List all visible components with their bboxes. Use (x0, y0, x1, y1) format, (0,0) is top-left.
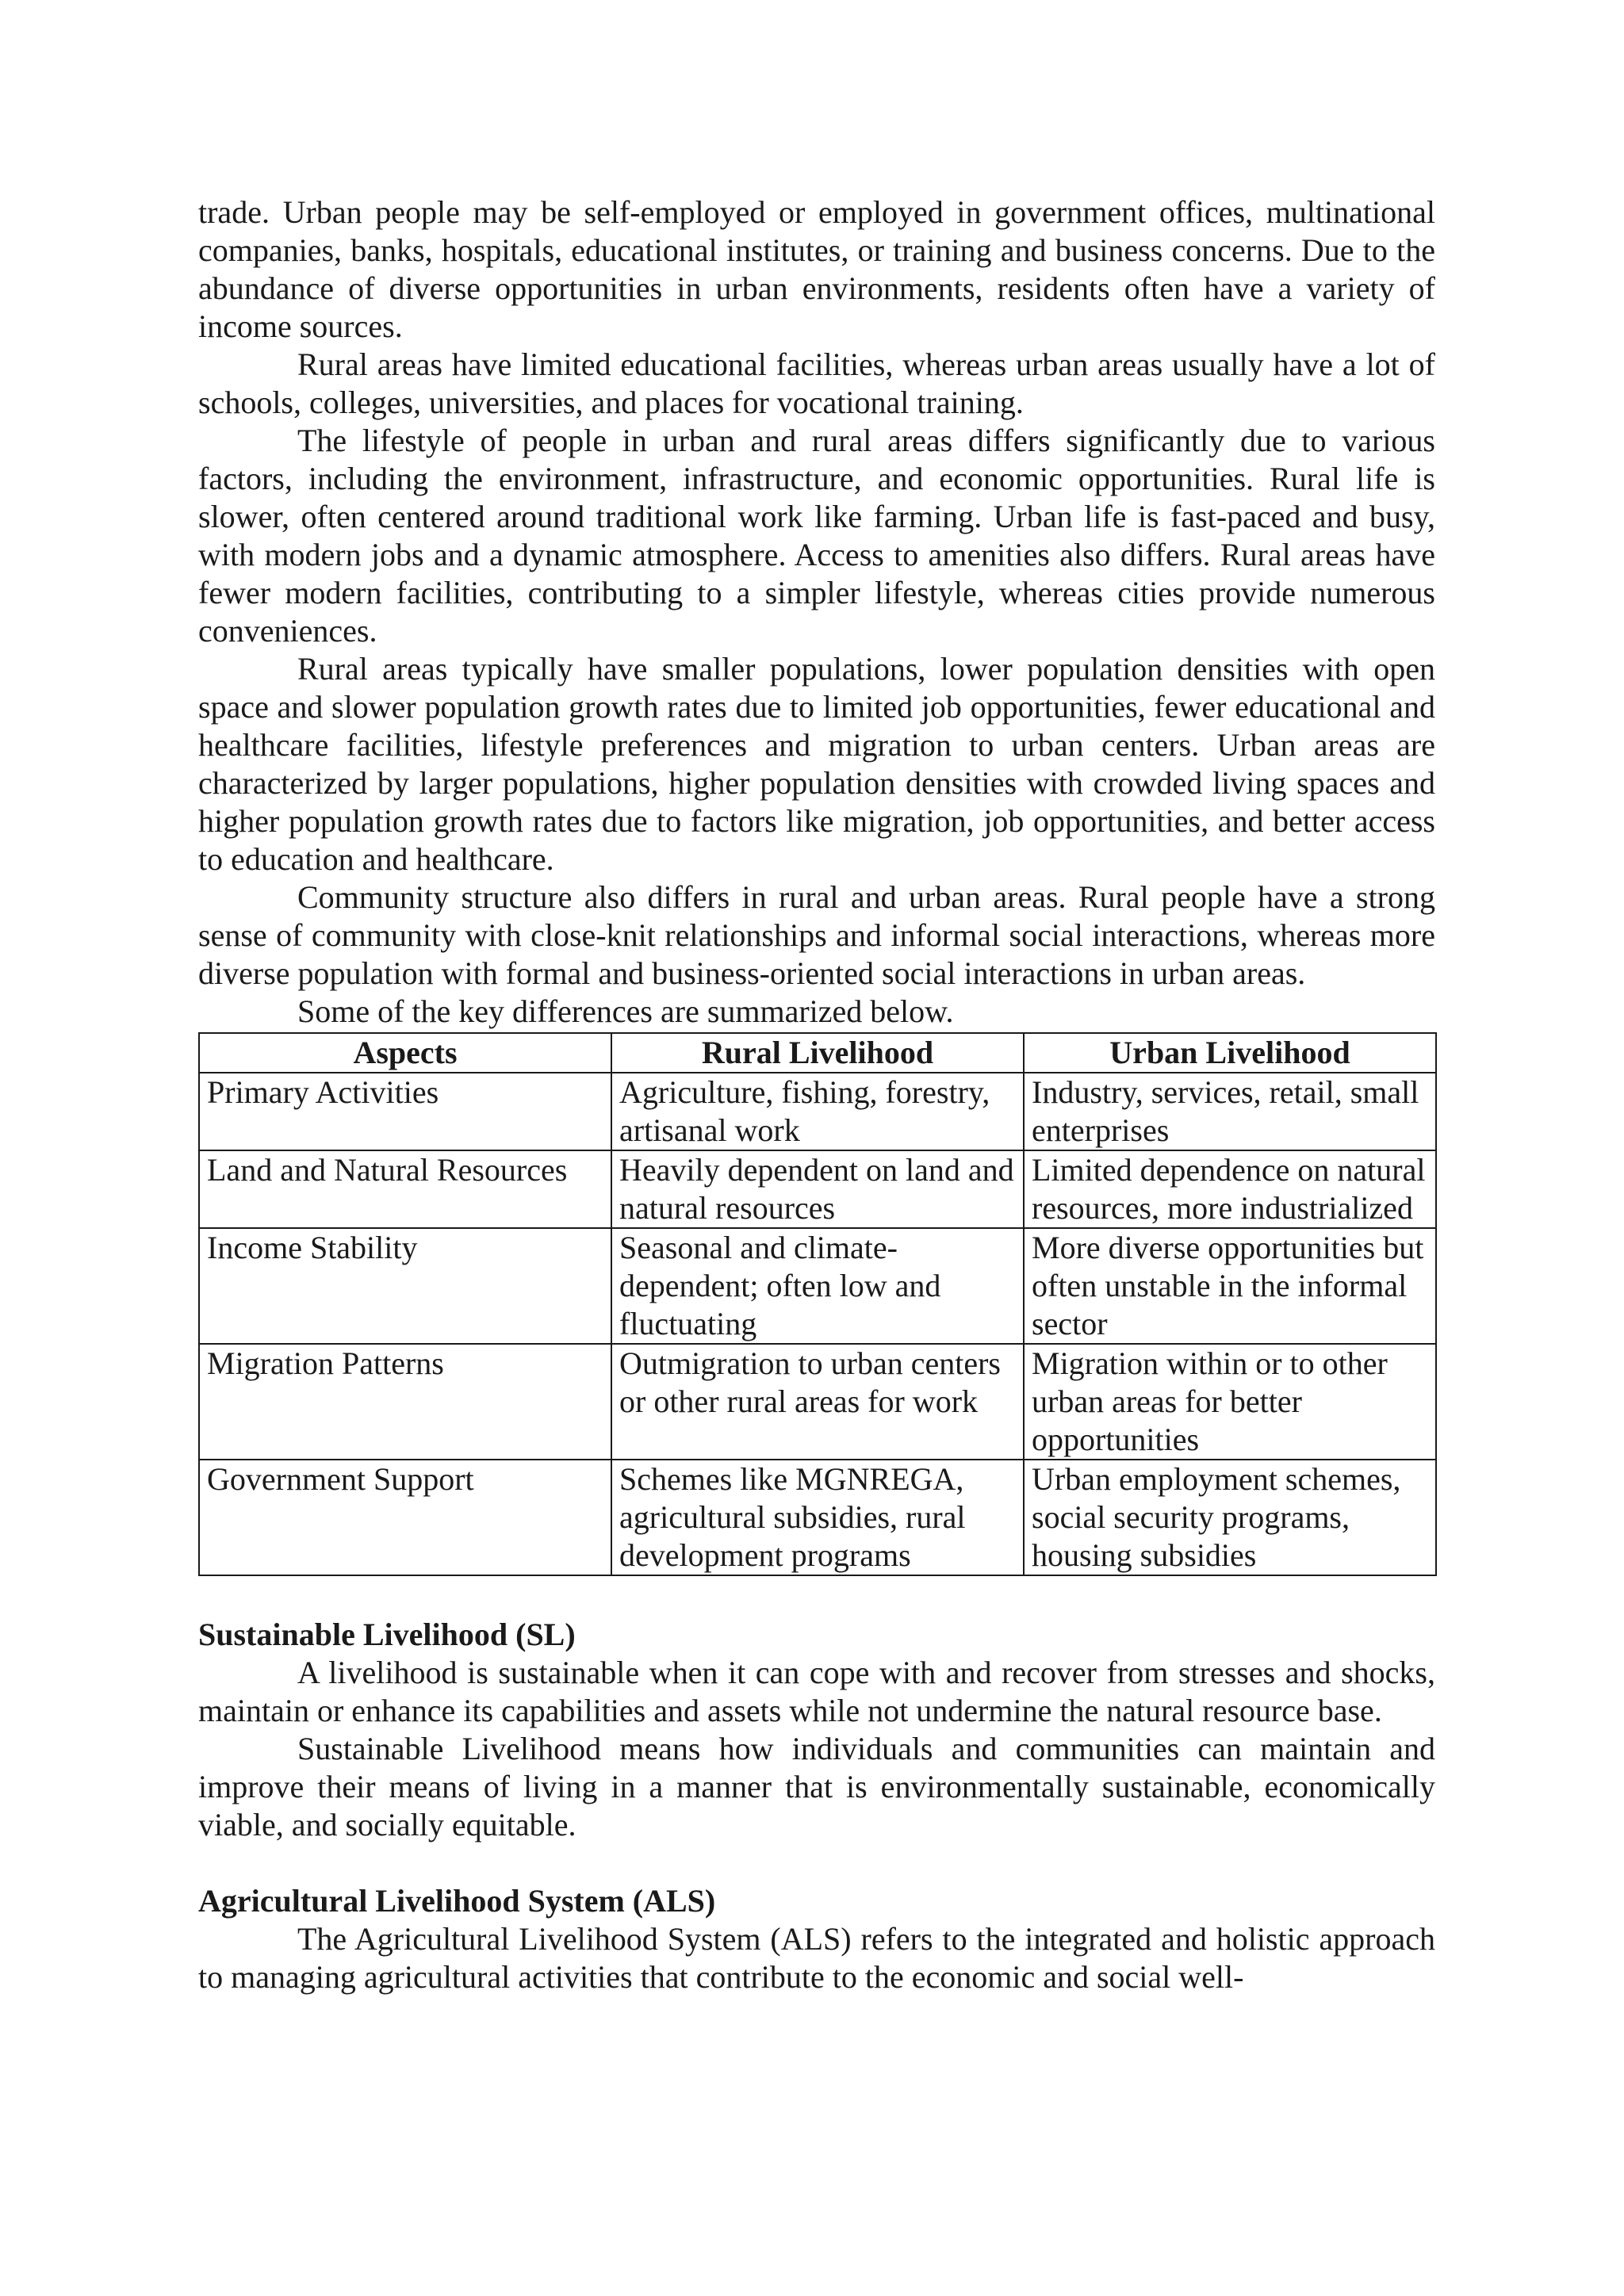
intro-paragraph-1: trade. Urban people may be self-employed or employed in government offices, multinational companies, banks, hospitals, educational institutes, or training and business concerns. Due to the abundance of diverse opportunities in urban environments, residents often have a variety of income sources. (198, 194, 1435, 344)
sl-paragraph-2: Sustainable Livelihood means how individuals and communities can maintain and improve their means of living in a manner that is environmentally sustainable, economically viable, and socially equitable. (198, 1731, 1435, 1843)
intro-paragraph-5: Community structure also differs in rural and urban areas. Rural people have a strong sense of community with close-knit relationships and informal social interactions, whereas more diverse population with formal and business-oriented social interactions in urban areas. (198, 879, 1435, 991)
table-cell: Income Stability (199, 1228, 611, 1344)
document-page (198, 193, 1435, 1996)
table-cell: Limited dependence on natural resources, more industrialized (1024, 1150, 1436, 1228)
table-cell: Migration within or to other urban areas for better opportunities (1024, 1344, 1436, 1460)
livelihood-comparison-table (198, 1032, 1437, 1576)
table-cell: Schemes like MGNREGA, agricultural subsidies, rural development programs (611, 1460, 1024, 1575)
table-header-rural: Rural Livelihood (611, 1033, 1024, 1073)
table-cell: Urban employment schemes, social security programs, housing subsidies (1024, 1460, 1436, 1575)
section-heading-sustainable-livelihood: Sustainable Livelihood (SL) (198, 1617, 576, 1652)
table-row (199, 1228, 1436, 1344)
table-cell: Outmigration to urban centers or other rural areas for work (611, 1344, 1024, 1460)
table-cell: Land and Natural Resources (199, 1150, 611, 1228)
intro-paragraph-6: Some of the key differences are summarized below. (297, 993, 954, 1029)
section-heading-agricultural-livelihood-system: Agricultural Livelihood System (ALS) (198, 1883, 716, 1919)
intro-paragraph-2: Rural areas have limited educational facilities, whereas urban areas usually have a lot of schools, colleges, universities, and places for vocational training. (198, 346, 1435, 420)
table-row (199, 1150, 1436, 1228)
table-cell: Agriculture, fishing, forestry, artisanal work (611, 1073, 1024, 1150)
table-row (199, 1344, 1436, 1460)
table-row (199, 1460, 1436, 1575)
intro-paragraph-4: Rural areas typically have smaller populations, lower population densities with open space and slower population growth rates due to limited job opportunities, fewer educational and healthcare facilities, lifestyle preferences and migration to urban centers. Urban areas are characterized by larger populations, higher population densities with crowded living spaces and higher population growth rates due to factors like migration, job opportunities, and better access to education and healthcare. (198, 651, 1435, 877)
intro-paragraph-3: The lifestyle of people in urban and rural areas differs significantly due to various factors, including the environment, infrastructure, and economic opportunities. Rural life is slower, often centered around traditional work like farming. Urban life is fast-paced and busy, with modern jobs and a dynamic atmosphere. Access to amenities also differs. Rural areas have fewer modern facilities, contributing to a simpler lifestyle, whereas cities provide numerous conveniences. (198, 423, 1435, 649)
table-cell: Government Support (199, 1460, 611, 1575)
table-cell: Primary Activities (199, 1073, 611, 1150)
sl-paragraph-1: A livelihood is sustainable when it can cope with and recover from stresses and shocks, maintain or enhance its capabilities and assets while not undermine the natural resource base. (198, 1655, 1435, 1728)
table-header-urban: Urban Livelihood (1024, 1033, 1436, 1073)
table-cell: Heavily dependent on land and natural resources (611, 1150, 1024, 1228)
table-header-aspects: Aspects (199, 1033, 611, 1073)
table-cell: Industry, services, retail, small enterprises (1024, 1073, 1436, 1150)
table-row (199, 1073, 1436, 1150)
als-paragraph-1: The Agricultural Livelihood System (ALS) refers to the integrated and holistic approach to managing agricultural activities that contribute to the economic and social well- (198, 1921, 1435, 1995)
table-cell: Migration Patterns (199, 1344, 611, 1460)
table-cell: Seasonal and climate-dependent; often low and fluctuating (611, 1228, 1024, 1344)
table-cell: More diverse opportunities but often unstable in the informal sector (1024, 1228, 1436, 1344)
table-header-row (199, 1033, 1436, 1073)
